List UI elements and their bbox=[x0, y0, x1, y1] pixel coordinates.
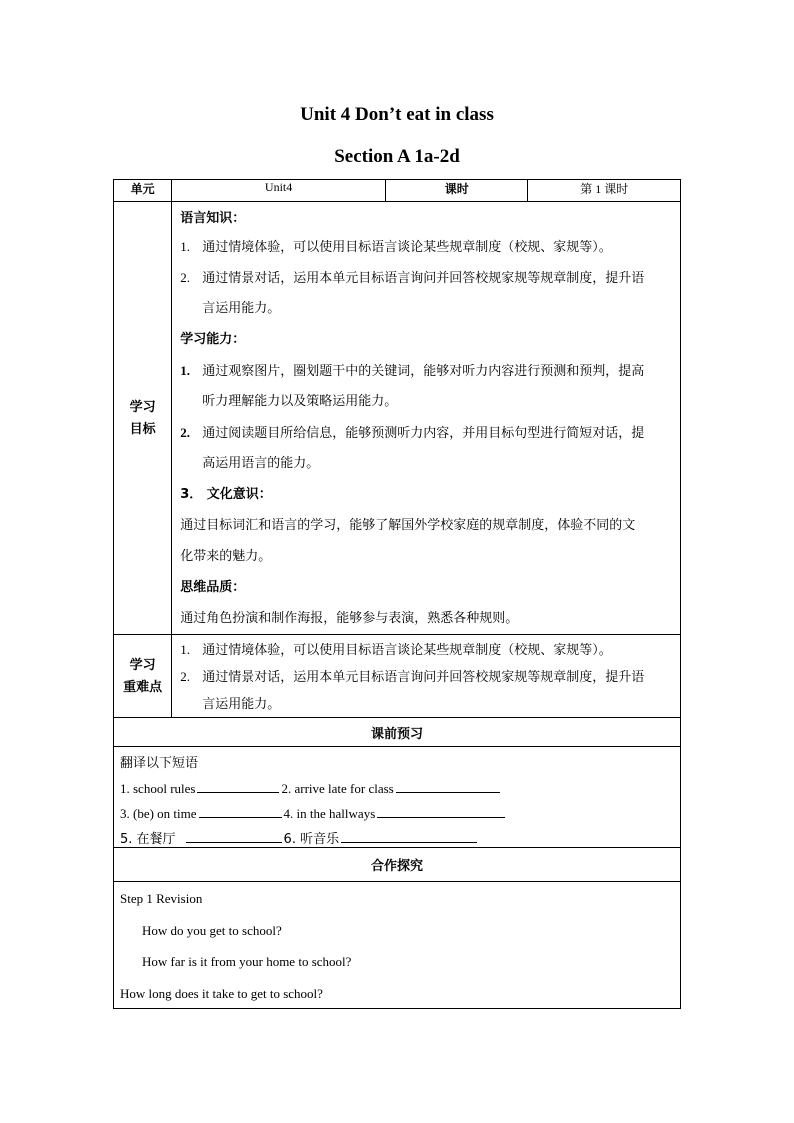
language-heading: 语言知识： bbox=[180, 211, 246, 226]
objectives-side-label-line2: 目标 bbox=[129, 421, 156, 436]
culture-text-cont: 化带来的魅力。 bbox=[180, 549, 272, 564]
preview-content bbox=[114, 747, 681, 848]
language-item bbox=[180, 262, 672, 293]
period-label: 课时 bbox=[385, 180, 528, 202]
phrase-1: 1. school rules bbox=[120, 781, 196, 796]
answer-blank-4[interactable] bbox=[377, 803, 505, 818]
item-continuation: 高运用语言的能力。 bbox=[202, 456, 320, 471]
key-point-item bbox=[180, 637, 672, 662]
unit-label: 单元 bbox=[114, 180, 172, 202]
item-continuation: 言运用能力。 bbox=[202, 301, 281, 316]
item-number: 2. bbox=[180, 425, 190, 440]
item-text: 通过观察图片，圈划题干中的关键词，能够对听力内容进行预测和预判，提高 bbox=[202, 364, 645, 379]
preview-line-2 bbox=[120, 801, 674, 826]
objectives-side-label bbox=[114, 202, 172, 635]
ability-item bbox=[180, 355, 672, 386]
phrase-5: 5. 在餐厅 bbox=[120, 832, 176, 847]
item-text: 通过情景对话，运用本单元目标语言询问并回答校规家规等规章制度，提升语 bbox=[202, 271, 645, 286]
phrase-6: 6. 听音乐 bbox=[283, 832, 340, 847]
key-points-content bbox=[172, 635, 681, 718]
objectives-row bbox=[114, 202, 681, 635]
objectives-side-label-line1: 学习 bbox=[129, 399, 156, 414]
explore-content bbox=[114, 882, 681, 1009]
item-text: 通过阅读题目所给信息，能够预测听力内容，并用目标句型进行简短对话，提 bbox=[202, 426, 645, 441]
answer-blank-3[interactable] bbox=[199, 803, 282, 818]
item-text: 通过情境体验，可以使用目标语言谈论某些规章制度（校规、家规等）。 bbox=[202, 240, 612, 255]
preview-row bbox=[114, 747, 681, 848]
item-text: 通过情景对话，运用本单元目标语言询问并回答校规家规等规章制度，提升语 bbox=[202, 670, 645, 685]
item-continuation: 言运用能力。 bbox=[202, 697, 281, 712]
item-number: 1. bbox=[180, 642, 190, 657]
thinking-heading: 思维品质： bbox=[180, 580, 246, 595]
preview-band-row bbox=[114, 718, 681, 747]
explore-band-row bbox=[114, 848, 681, 882]
key-points-side-label-line1: 学习 bbox=[129, 657, 156, 672]
question-3: How long does it take to get to school? bbox=[120, 985, 323, 1001]
objectives-content bbox=[172, 202, 681, 635]
preview-instruction: 翻译以下短语 bbox=[120, 756, 199, 771]
item-number: 2. bbox=[180, 270, 190, 285]
phrase-2: 2. arrive late for class bbox=[281, 781, 394, 796]
key-points-side-label bbox=[114, 635, 172, 718]
item-number: 2. bbox=[180, 669, 190, 684]
ability-heading: 学习能力： bbox=[180, 332, 246, 347]
answer-blank-2[interactable] bbox=[396, 778, 500, 793]
preview-line-1 bbox=[120, 776, 674, 801]
thinking-text: 通过角色扮演和制作海报，能够参与表演，熟悉各种规则。 bbox=[180, 611, 519, 626]
answer-blank-6[interactable] bbox=[341, 828, 477, 843]
explore-band-title: 合作探究 bbox=[114, 848, 681, 882]
period-value: 第 1 课时 bbox=[528, 180, 681, 202]
unit-value: Unit4 bbox=[172, 180, 386, 202]
language-item bbox=[180, 231, 672, 262]
lesson-plan-table bbox=[113, 179, 681, 1009]
key-points-side-label-line2: 重难点 bbox=[123, 679, 163, 694]
question-1: How do you get to school? bbox=[142, 922, 282, 938]
item-text: 通过情境体验，可以使用目标语言谈论某些规章制度（校规、家规等）。 bbox=[202, 643, 612, 658]
item-number: 1. bbox=[180, 363, 190, 378]
explore-row bbox=[114, 882, 681, 1009]
ability-item bbox=[180, 417, 672, 448]
phrase-4: 4. in the hallways bbox=[283, 806, 376, 821]
item-number: 1. bbox=[180, 239, 190, 254]
culture-text: 通过目标词汇和语言的学习，能够了解国外学校家庭的规章制度，体验不同的文 bbox=[180, 518, 636, 533]
question-2: How far is it from your home to school? bbox=[142, 954, 352, 969]
item-continuation: 听力理解能力以及策略运用能力。 bbox=[202, 394, 398, 409]
step-heading: Step 1 Revision bbox=[120, 891, 203, 906]
key-points-row bbox=[114, 635, 681, 718]
key-point-item bbox=[180, 662, 672, 692]
document-title: Unit 4 Don’t eat in class bbox=[300, 104, 494, 125]
preview-band-title: 课前预习 bbox=[114, 718, 681, 747]
document-subtitle: Section A 1a-2d bbox=[334, 146, 460, 167]
answer-blank-5[interactable] bbox=[186, 828, 282, 843]
phrase-3: 3. (be) on time bbox=[120, 806, 197, 821]
answer-blank-1[interactable] bbox=[197, 778, 279, 793]
header-row bbox=[114, 180, 681, 202]
culture-heading: 3． 文化意识： bbox=[180, 487, 272, 502]
